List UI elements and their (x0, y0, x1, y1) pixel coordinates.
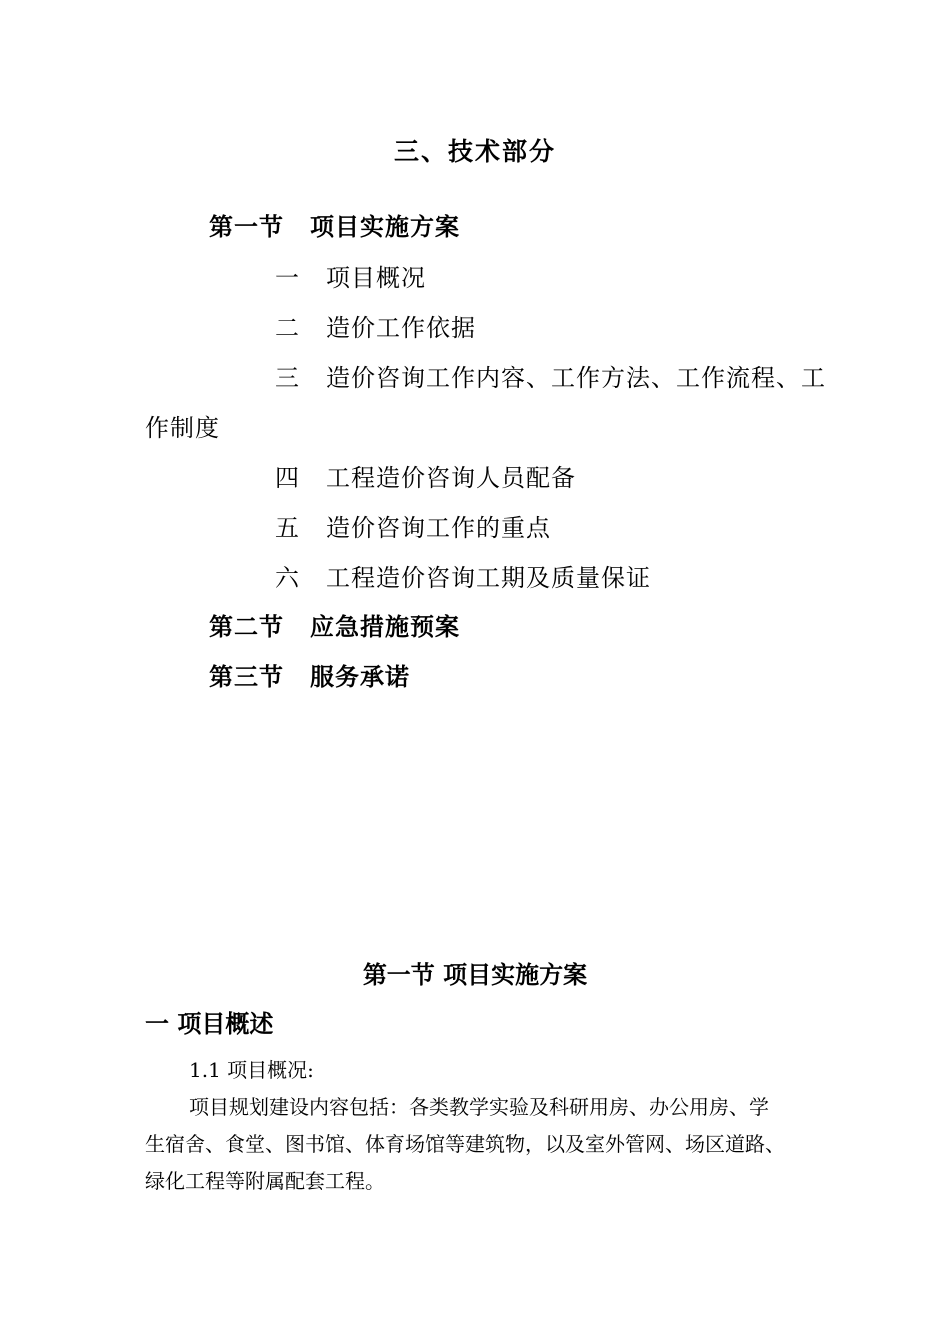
section-title: 第一节 项目实施方案 (362, 960, 588, 989)
toc-item-number: 六 (275, 564, 300, 592)
paragraph-line: 绿化工程等附属配套工程。 (145, 1169, 385, 1193)
sub-heading: 一 项目概述 (145, 1009, 274, 1038)
toc-section-number: 第一节 (209, 212, 284, 241)
toc-section-2 (209, 607, 460, 642)
toc-item-1 (275, 258, 426, 293)
toc-item-label: 造价咨询工作的重点 (326, 514, 551, 542)
toc-item-label: 造价咨询工作内容、工作方法、工作流程、工 (326, 364, 826, 392)
toc-item-number: 三 (275, 364, 300, 392)
toc-section-3 (209, 657, 410, 692)
toc-item-label: 项目概况 (326, 264, 426, 292)
toc-item-3-wrap: 作制度 (145, 414, 220, 442)
toc-item-label: 造价工作依据 (326, 314, 476, 342)
toc-item-label: 工程造价咨询工期及质量保证 (326, 564, 651, 592)
paragraph-label: 1.1 项目概况: (189, 1058, 314, 1082)
toc-item-number: 一 (275, 264, 300, 292)
paragraph-line: 生宿舍、食堂、图书馆、体育场馆等建筑物，以及室外管网、场区道路、 (145, 1132, 785, 1156)
toc-item-5 (275, 508, 551, 543)
toc-item-number: 二 (275, 314, 300, 342)
toc-section-1 (209, 207, 460, 242)
toc-item-label: 工程造价咨询人员配备 (326, 464, 576, 492)
toc-item-3 (275, 358, 826, 393)
toc-section-label: 项目实施方案 (310, 212, 460, 241)
toc-section-number: 第二节 (209, 612, 284, 641)
toc-item-number: 四 (275, 464, 300, 492)
toc-section-label: 应急措施预案 (310, 612, 460, 641)
toc-section-number: 第三节 (209, 662, 284, 691)
toc-item-6 (275, 558, 651, 593)
toc-item-4 (275, 458, 576, 493)
document-title: 三、技术部分 (393, 137, 556, 166)
toc-section-label: 服务承诺 (310, 662, 410, 691)
toc-item-2 (275, 308, 476, 343)
toc-item-number: 五 (275, 514, 300, 542)
paragraph-line: 项目规划建设内容包括：各类教学实验及科研用房、办公用房、学 (189, 1095, 769, 1119)
